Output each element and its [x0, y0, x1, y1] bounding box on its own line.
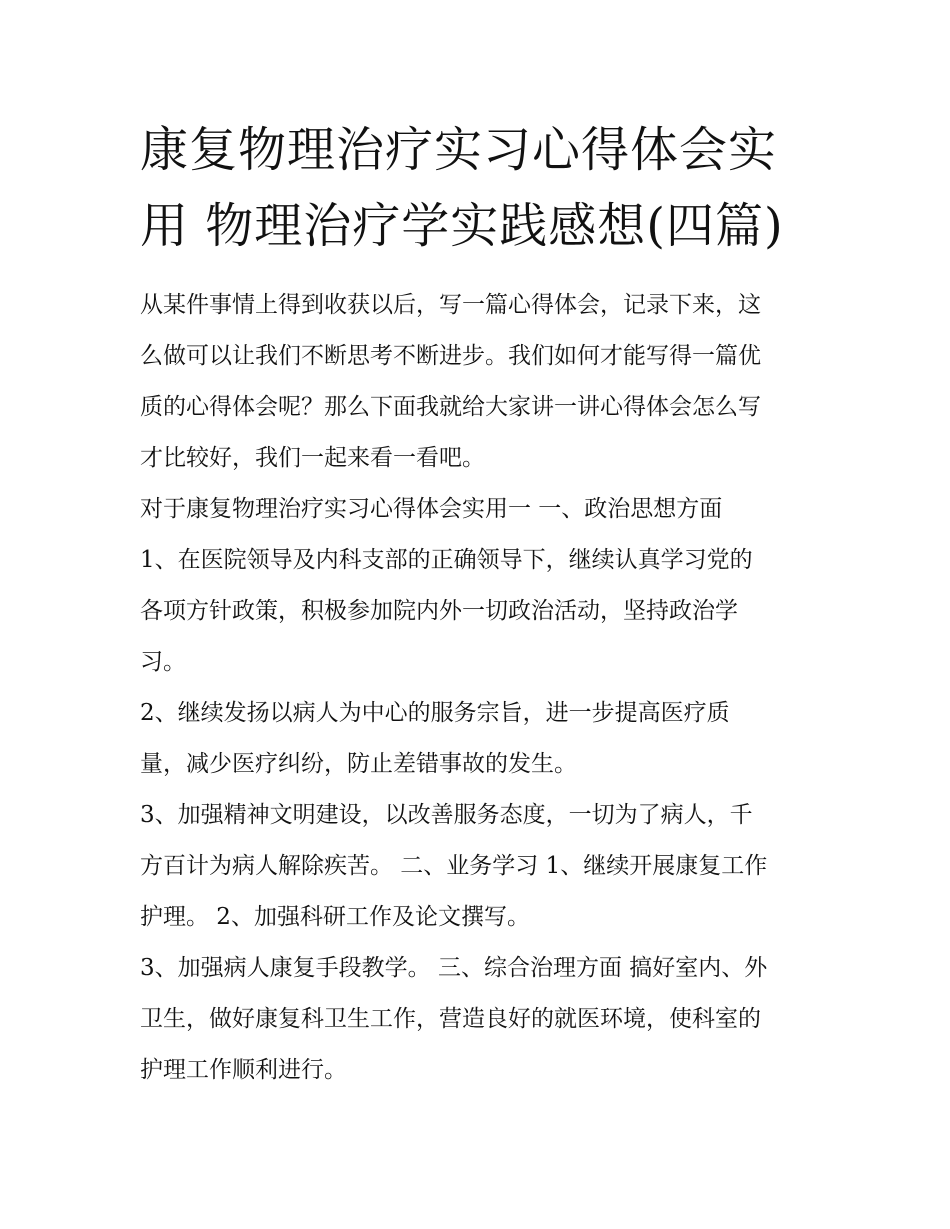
text-line: 方百计为病人解除疾苦。 二、业务学习 1、继续开展康复工作 — [140, 853, 768, 879]
text-line: 习。 — [140, 649, 186, 675]
title-line-1: 康复物理治疗实习心得体会实 — [140, 122, 778, 178]
text-line: 护理。 2、加强科研工作及论文撰写。 — [140, 904, 530, 930]
section-heading-paragraph — [140, 484, 830, 535]
text-line: 质的心得体会呢？那么下面我就给大家讲一讲心得体会怎么写 — [140, 394, 761, 420]
text-line: 1、在医院领导及内科支部的正确领导下，继续认真学习党的 — [140, 547, 753, 573]
title-line-2: 用 物理治疗学实践感想(四篇) — [140, 198, 784, 254]
intro-paragraph — [140, 280, 830, 484]
item-1-paragraph — [140, 535, 830, 688]
text-line: 3、加强病人康复手段教学。 三、综合治理方面 搞好室内、外 — [140, 955, 768, 981]
document-body — [140, 280, 830, 1096]
text-line: 才比较好，我们一起来看一看吧。 — [140, 445, 485, 471]
document-title — [140, 112, 830, 264]
item-2-paragraph — [140, 688, 830, 790]
text-line: 从某件事情上得到收获以后，写一篇心得体会，记录下来，这 — [140, 292, 761, 318]
text-line: 对于康复物理治疗实习心得体会实用一 一、政治思想方面 — [140, 496, 723, 522]
text-line: 3、加强精神文明建设，以改善服务态度，一切为了病人，千 — [140, 802, 753, 828]
text-line: 量，减少医疗纠纷，防止差错事故的发生。 — [140, 751, 577, 777]
text-line: 2、继续发扬以病人为中心的服务宗旨，进一步提高医疗质 — [140, 700, 730, 726]
text-line: 么做可以让我们不断思考不断进步。我们如何才能写得一篇优 — [140, 343, 761, 369]
item-4-paragraph — [140, 943, 830, 1096]
item-3-paragraph — [140, 790, 830, 943]
text-line: 各项方针政策，积极参加院内外一切政治活动，坚持政治学 — [140, 598, 738, 624]
text-line: 卫生，做好康复科卫生工作，营造良好的就医环境，使科室的 — [140, 1006, 761, 1032]
text-line: 护理工作顺利进行。 — [140, 1057, 347, 1083]
